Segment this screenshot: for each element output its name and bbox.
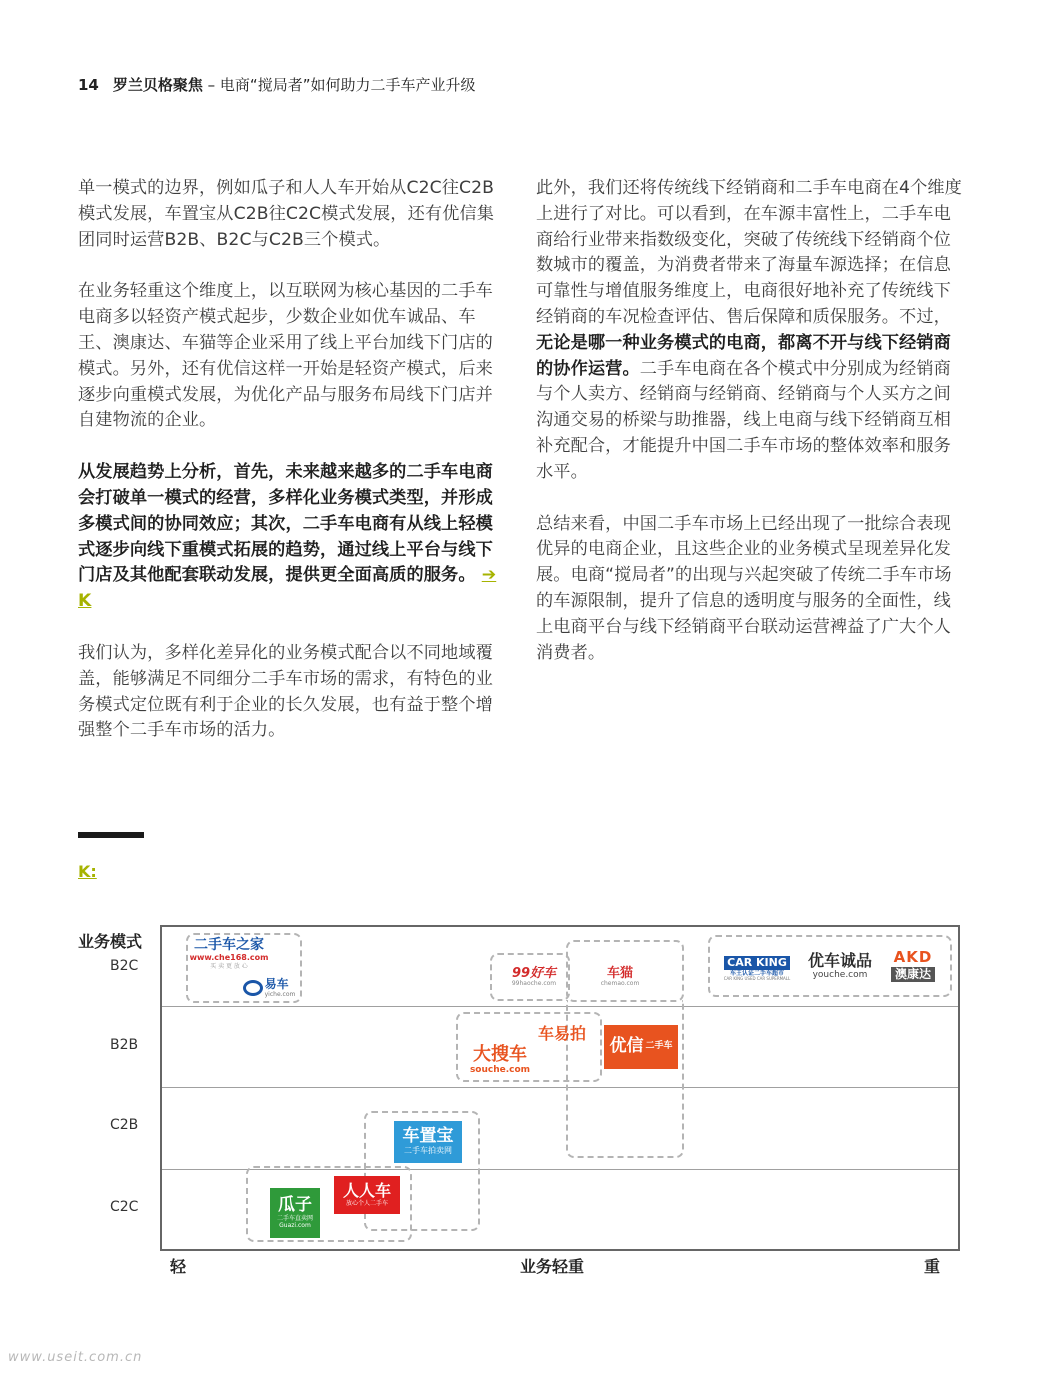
yiche-logo-url: yiche.com <box>264 990 296 998</box>
y-axis-title: 业务模式 <box>78 932 143 951</box>
yiche-logo <box>238 976 300 1000</box>
category-label-c2b: C2B <box>110 1117 139 1133</box>
renrenche-logo <box>334 1176 400 1214</box>
paragraph <box>536 176 966 486</box>
paragraph-bold-text: 无论是哪一种业务模式的电商，都离不开与线下经销商的协作运营。 <box>536 332 951 379</box>
left-column <box>78 176 510 770</box>
guazi-logo-sub: 二手车直卖网 <box>276 1214 313 1222</box>
paragraph-text: 此外，我们还将传统线下经销商和二手车电商在4个维度上进行了对比。可以看到，在车源丰富性上，二手车电商给行业带来指数级变化，突破了传统线下经销商个位数城市的覆盖，为消费者带来了海量车源选择；在信息可靠性与增值服务维度上，电商很好地补充了传统线下经销商的车况检查评估、售后保障和质保服务。不过， <box>536 178 962 327</box>
cheyipai-logo <box>530 1022 594 1046</box>
youche-logo <box>800 950 880 984</box>
souche-logo-text: 大搜车 <box>473 1044 527 1066</box>
category-label-c2c: C2C <box>110 1199 139 1215</box>
che168-logo-url: www.che168.com <box>189 952 269 962</box>
x-axis-right-label: 重 <box>924 1257 941 1276</box>
youche-logo-url: youche.com <box>812 970 868 980</box>
chemao-logo <box>596 962 644 992</box>
x-axis-left-label: 轻 <box>170 1257 187 1276</box>
akd-logo-cn: 澳康达 <box>891 967 935 982</box>
guazi-logo-text: 瓜子 <box>278 1194 312 1215</box>
page-title: – 电商“搅局者”如何助力二手车产业升级 <box>202 76 476 94</box>
souche-logo-url: souche.com <box>469 1065 531 1076</box>
paragraph: 我们认为，多样化差异化的业务模式配合以不同地域覆盖，能够满足不同细分二手车市场的需求，有特色的业务模式定位既有利于企业的长久发展，也有益于整个增强整个二手车市场的活力。 <box>78 642 493 741</box>
yiche-logo-text: 易车 <box>264 977 289 992</box>
renrenche-logo-text: 人人车 <box>342 1181 391 1200</box>
cheyipai-logo-text: 车易拍 <box>537 1023 586 1043</box>
x-axis-title: 业务轻重 <box>520 1257 585 1276</box>
key-finding-text: 从发展趋势上分析，首先，未来越来越多的二手车电商会打破单一模式的经营，多样化业务模式类型，并形成多模式间的协同效应；其次，二手车电商有从线上轻模式逐步向线下重模式拓展的趋势，通过线上平台与线下门店及其他配套联动发展，提供更全面高质的服务。 <box>78 462 493 586</box>
renrenche-logo-sub: 放心个人二手车 <box>345 1199 388 1207</box>
chezhibao-logo <box>394 1121 462 1163</box>
guazi-logo-url: Guazi.com <box>279 1221 311 1229</box>
chemao-logo-url: chemao.com <box>600 980 640 988</box>
carking-logo-en: CAR KING USED CAR SUPERMALL <box>723 975 791 981</box>
gridline <box>162 1087 958 1088</box>
youxin-logo <box>604 1025 678 1069</box>
page-header <box>78 74 475 95</box>
paragraph-text: 二手车电商在各个模式中分别成为经销商与个人卖方、经销商与经销商、经销商与个人买方之间沟通交易的桥梁与助推器，线上电商与线下经销商互相补充配合，才能提升中国二手车市场的整体效率和服务水平。 <box>536 358 951 482</box>
youxin-logo-text: 优信 <box>609 1036 644 1057</box>
gridline <box>162 1006 958 1007</box>
souche-logo <box>462 1044 538 1078</box>
right-column <box>536 176 966 692</box>
chezhibao-logo-text: 车置宝 <box>402 1126 454 1147</box>
section-divider <box>78 832 144 838</box>
paragraph: 在业务轻重这个维度上，以互联网为核心基因的二手车电商多以轻资产模式起步，少数企业如优车诚品、车王、澳康达、车猫等企业采用了线上平台加线下门店的模式。另外，还有优信这样一开始是轻资产模式，后来逐步向重模式发展，为优化产品与服务布局线下门店并自建物流的企业。 <box>78 281 493 431</box>
che168-logo-tagline: 买 卖 更 放 心 <box>210 962 248 970</box>
che168-logo <box>190 935 268 973</box>
carking-logo-text: CAR KING <box>724 956 790 970</box>
paragraph: 总结来看，中国二手车市场上已经出现了一批综合表现优异的电商企业，且这些企业的业务模式呈现差异化发展。电商“搅局者”的出现与兴起突破了传统二手车市场的车源限制，提升了信息的透明度与服务的全面性，线上电商平台与线下经销商平台联动运营裨益了广大个人消费者。 <box>536 513 952 663</box>
akd-logo-text: AKD <box>893 948 933 967</box>
akd-logo <box>884 946 942 986</box>
che168-logo-text: 二手车之家 <box>194 937 264 954</box>
exhibit-label[interactable]: K: <box>78 862 97 881</box>
chezhibao-logo-sub: 二手车拍卖网 <box>404 1146 452 1156</box>
category-label-b2b: B2B <box>110 1037 139 1053</box>
youche-logo-text: 优车诚品 <box>807 951 872 971</box>
paragraph: 单一模式的边界，例如瓜子和人人车开始从C2C往C2B模式发展，车置宝从C2B往C2C模式发展，还有优信集团同时运营B2B、B2C与C2B三个模式。 <box>78 178 495 250</box>
99haoche-logo-text: 99好车 <box>511 965 557 981</box>
guazi-logo <box>270 1188 320 1238</box>
yiche-logo-mark <box>243 980 263 996</box>
exhibit-reference-link[interactable]: ➔ K <box>78 565 497 612</box>
99haoche-logo-url: 99haoche.com <box>511 980 557 988</box>
carking-logo-sub: 车王认证二手车超市 <box>729 969 784 977</box>
youxin-logo-sub: 二手车 <box>645 1041 673 1052</box>
category-label-b2c: B2C <box>110 958 139 974</box>
chemao-logo-text: 车猫 <box>606 965 633 981</box>
key-finding-paragraph <box>78 460 510 615</box>
carking-logo <box>722 952 792 986</box>
page-number: 14 <box>78 76 99 94</box>
publication-brand: 罗兰贝格聚焦 <box>112 76 203 94</box>
99haoche-logo <box>506 962 562 992</box>
watermark: www.useit.com.cn <box>8 1350 143 1365</box>
